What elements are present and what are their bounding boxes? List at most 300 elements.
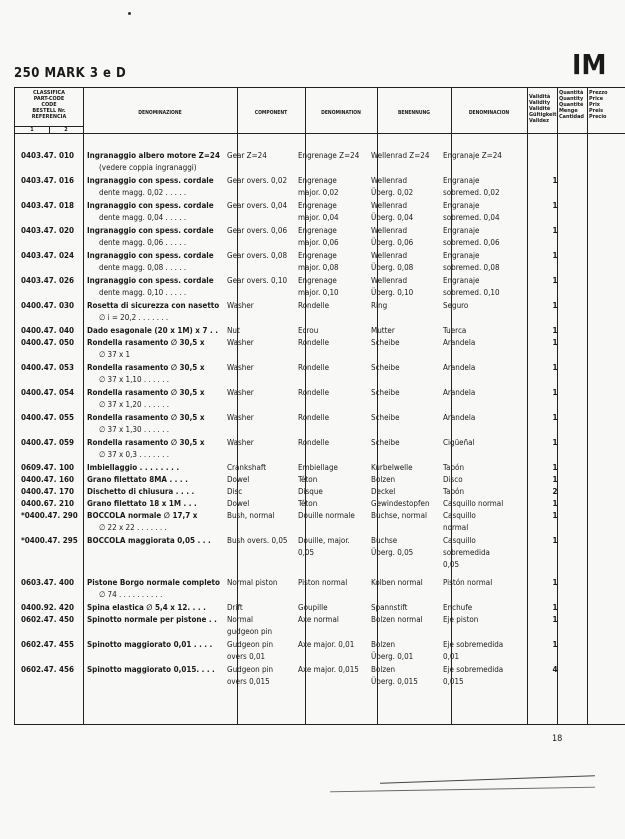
part-component [227,412,295,424]
part-denominazione [87,498,235,510]
part-denominacion-es-line: Arandela [443,363,476,372]
part-code: 0609.47. 100 [21,463,75,472]
part-denominacion-es-line: Eje piston [443,615,479,624]
part-denominacion-es [443,486,539,498]
part-denomination-fr [298,150,368,162]
part-denomination-fr-line: Douille normale [298,511,355,520]
part-component-line: Crankshaft [227,463,267,472]
part-benennung-de-line: Wellenrad [371,201,408,210]
part-denominacion-es-line: Engranaje [443,276,480,285]
part-denominazione-line: Rosetta di sicurezza con nasetto [87,301,220,310]
part-denomination-fr [298,498,368,510]
part-denomination-fr [298,250,368,274]
header-sub-2: 2 [64,127,68,133]
part-benennung-de-line: Scheibe [371,388,400,397]
table-row [15,150,615,175]
part-benennung-de-line: Überg. 0,05 [371,548,414,557]
part-benennung-de-line: Kolben normal [371,578,423,587]
part-benennung-de-line: Bolzen [371,665,396,674]
part-denominazione [87,150,235,174]
part-denominazione [87,250,235,274]
header-sub-1: 1 [30,127,34,133]
part-code: 0400.47. 053 [21,363,75,372]
part-quantity: 1 [552,388,558,397]
part-denominazione-line: Rondella rasamento ∅ 30,5 x [87,438,205,447]
part-benennung-de-line: Überg. 0,08 [371,263,414,272]
part-code: 0400.47. 054 [21,388,75,397]
part-denominazione-line: Grano filettato 18 x 1M . . . [87,499,197,508]
part-component [227,387,295,399]
table-row [15,614,615,639]
part-code: 0602.47. 455 [21,640,75,649]
part-denominazione-line: (vedere coppia ingranaggi) [99,163,197,172]
part-benennung-de-line: Mutter [371,326,395,335]
part-component [227,437,295,449]
part-quantity: 1 [552,511,558,520]
part-benennung-de-line: Überg. 0,015 [371,677,418,686]
part-denominazione-line: dente magg. 0,02 . . . . . [99,188,187,197]
part-denominazione [87,614,235,626]
part-component [227,486,295,498]
part-denominazione-line: Ingranaggio con spess. cordale [87,226,214,235]
part-denominazione-line: Spinotto maggiorato 0,01 . . . . [87,640,213,649]
part-denomination-fr [298,175,368,199]
parts-table [14,87,625,725]
part-code: 0403.47. 020 [21,226,75,235]
part-denomination-fr [298,614,368,626]
part-denomination-fr-line: 0,05 [298,548,315,557]
table-row [15,275,615,300]
part-quantity: 1 [552,338,558,347]
part-denominazione-line: ∅ 37 x 1,30 . . . . . . [99,425,169,434]
part-denominazione [87,362,235,386]
part-quantity: 1 [552,413,558,422]
part-code: 0400.47. 055 [21,413,75,422]
part-denominacion-es-line: sobremedida [443,548,490,557]
part-denominazione [87,275,235,299]
part-denomination-fr-line: Piston normal [298,578,348,587]
part-benennung-de-line: Scheibe [371,363,400,372]
part-benennung-de [371,510,439,522]
part-benennung-de [371,387,439,399]
part-denominazione [87,300,235,324]
part-denominazione-line: ∅ 74 . . . . . . . . . . [99,590,163,599]
part-denomination-fr [298,510,368,522]
part-denominazione [87,175,235,199]
header-quantita: Quantità Quantity Quantité Menge Cantidad [559,90,584,120]
part-denominazione-line: Ingranaggio albero motore Z=24 [87,151,220,160]
part-component-line: Gear Z=24 [227,151,267,160]
part-benennung-de [371,225,439,249]
part-denominacion-es [443,175,539,199]
table-row [15,362,615,387]
part-denominazione [87,225,235,249]
part-denominacion-es [443,325,539,337]
part-denominacion-es-line: Casquillo [443,511,476,520]
part-denominazione-line: ∅ 37 x 1,20 . . . . . . [99,400,169,409]
part-denomination-fr-line: Axe major. 0,015 [298,665,359,674]
part-quantity: 1 [552,301,558,310]
part-quantity: 1 [552,276,558,285]
table-row [15,437,615,462]
part-component-line: Normal [227,615,254,624]
part-component-line: Dowel [227,499,250,508]
part-benennung-de [371,175,439,199]
part-component-line: Bush, normal [227,511,275,520]
part-denominacion-es-line: Engranaje Z=24 [443,151,502,160]
part-denominacion-es [443,474,539,486]
part-denominacion-es-line: Arandela [443,338,476,347]
part-denominazione-line: Spinotto normale per pistone . . [87,615,217,624]
part-benennung-de-line: Wellenrad [371,176,408,185]
part-component [227,535,295,547]
part-denomination-fr-line: major. 0,08 [298,263,339,272]
part-benennung-de-line: Spannstift [371,603,408,612]
part-code: 0602.47. 456 [21,665,75,674]
part-benennung-de [371,150,439,162]
part-denominazione-line: Dado esagonale (20 x 1M) x 7 . . [87,326,218,335]
part-denominacion-es [443,412,539,424]
part-denominazione-line: Pistone Borgo normale completo [87,578,220,587]
part-denomination-fr [298,486,368,498]
part-denomination-fr-line: Disque [298,487,323,496]
part-denominacion-es-line: Engranaje [443,176,480,185]
part-benennung-de [371,275,439,299]
part-component [227,225,295,237]
part-component-line: Bush overs. 0,05 [227,536,288,545]
part-benennung-de [371,412,439,424]
part-component [227,639,295,663]
part-component-line: Washer [227,363,254,372]
part-quantity: 1 [552,615,558,624]
part-denominacion-es-line: sobremed. 0,08 [443,263,500,272]
part-benennung-de-line: Scheibe [371,338,400,347]
part-denominacion-es [443,462,539,474]
part-component [227,200,295,212]
part-denominacion-es-line: Cigüeñal [443,438,475,447]
part-denomination-fr-line: Téton [298,475,318,484]
part-benennung-de [371,337,439,349]
part-component-line: Washer [227,413,254,422]
part-benennung-de-line: Überg. 0,01 [371,652,414,661]
part-component-line: gudgeon pin [227,627,273,636]
part-denominazione-line: BOCCOLA maggiorata 0,05 . . . [87,536,211,545]
part-denomination-fr-line: Engrenage [298,276,337,285]
part-component-line: Gear overs. 0,10 [227,276,288,285]
part-component [227,577,295,589]
table-row [15,250,615,275]
part-denominacion-es [443,437,539,449]
part-denominazione-line: dente magg. 0,06 . . . . . [99,238,187,247]
table-row [15,387,615,412]
part-denominacion-es-line: Seguro [443,301,469,310]
part-denominacion-es-line: Enchufe [443,603,473,612]
part-denominazione-line: Dischetto di chiusura . . . . [87,487,195,496]
part-denomination-fr [298,362,368,374]
part-denomination-fr [298,225,368,249]
part-component-line: Drift [227,603,243,612]
part-denominazione-line: ∅ 37 x 0,3 . . . . . . . [99,450,169,459]
part-benennung-de [371,577,439,589]
part-component [227,664,295,688]
page-title: 250 MARK 3 e D [14,66,127,81]
part-denominacion-es-line: Arandela [443,413,476,422]
part-denominazione-line: ∅ 37 x 1 [99,350,131,359]
part-quantity: 1 [552,603,558,612]
part-code: *0400.47. 295 [21,536,78,545]
part-denomination-fr [298,387,368,399]
part-denominacion-es-line: Pistón normal [443,578,493,587]
part-component-line: Gear overs. 0,02 [227,176,288,185]
header-component: COMPONENT [254,110,288,116]
table-row [15,175,615,200]
part-quantity: 1 [552,201,558,210]
part-denominacion-es-line: Disco [443,475,463,484]
part-denomination-fr [298,474,368,486]
part-component [227,300,295,312]
part-benennung-de [371,200,439,224]
part-denominazione [87,200,235,224]
part-denominacion-es-line: sobremed. 0,10 [443,288,500,297]
part-denominacion-es [443,225,539,249]
part-denomination-fr-line: Rondelle [298,388,330,397]
part-denominacion-es-line: Eje sobremedida [443,665,504,674]
part-denomination-fr-line: Douille, major. [298,536,350,545]
part-denominazione [87,664,235,676]
part-denomination-fr-line: Embiellage [298,463,338,472]
part-denominazione-line: Ingranaggio con spess. cordale [87,176,214,185]
part-denomination-fr-line: Engrenage [298,201,337,210]
part-denominazione-line: Ingranaggio con spess. cordale [87,251,214,260]
part-denominacion-es-line: Tapón [443,463,465,472]
part-component-line: Disc [227,487,243,496]
part-denomination-fr [298,300,368,312]
part-benennung-de [371,300,439,312]
part-denomination-fr [298,275,368,299]
part-denominacion-es-line: normal [443,523,469,532]
part-denominacion-es [443,300,539,312]
part-denominazione-line: ∅ i = 20,2 . . . . . . . [99,313,169,322]
part-denominazione [87,474,235,486]
part-component [227,614,295,638]
part-denominacion-es [443,387,539,399]
part-component [227,362,295,374]
part-denominacion-es-line: Casquillo normal [443,499,504,508]
part-benennung-de-line: Ring [371,301,388,310]
part-denomination-fr-line: Téton [298,499,318,508]
part-benennung-de [371,462,439,474]
part-quantity: 1 [552,536,558,545]
part-component-line: Normal piston [227,578,278,587]
part-denominazione-line: Grano filettato 8MA . . . . [87,475,188,484]
part-code: 0602.47. 450 [21,615,75,624]
part-denominazione [87,437,235,461]
table-row [15,639,615,664]
part-denominacion-es [443,535,539,571]
part-denominazione [87,510,235,534]
part-component-line: Gear overs. 0,04 [227,201,288,210]
part-denominazione-line: Rondella rasamento ∅ 30,5 x [87,338,205,347]
part-component-line: Dowel [227,475,250,484]
part-quantity: 1 [552,475,558,484]
part-denominacion-es-line: Arandela [443,388,476,397]
part-denomination-fr-line: Rondelle [298,363,330,372]
part-quantity: 1 [552,326,558,335]
table-row [15,412,615,437]
part-benennung-de-line: Scheibe [371,438,400,447]
part-denominacion-es [443,498,539,510]
part-benennung-de [371,602,439,614]
part-denomination-fr-line: Axe major. 0,01 [298,640,355,649]
part-denomination-fr [298,577,368,589]
part-quantity: 1 [552,578,558,587]
part-code: 0403.47. 026 [21,276,75,285]
part-denominazione-line: Spina elastica ∅ 5,4 x 12. . . . [87,603,206,612]
part-quantity: 1 [552,251,558,260]
part-denomination-fr-line: Ecrou [298,326,319,335]
part-code: 0400.47. 059 [21,438,75,447]
part-quantity: 1 [552,499,558,508]
part-component-line: Washer [227,438,254,447]
part-denominacion-es-line: 0,05 [443,560,460,569]
part-denomination-fr [298,325,368,337]
part-denominacion-es-line: Tuerca [443,326,467,335]
part-denominazione-line: Ingranaggio con spess. cordale [87,276,214,285]
part-benennung-de-line: Wellenrad [371,226,408,235]
part-benennung-de [371,437,439,449]
part-denominazione [87,387,235,411]
part-denomination-fr-line: Engrenage Z=24 [298,151,360,160]
header-bottom-rule [15,133,625,134]
part-code: 0400.47. 160 [21,475,75,484]
part-denominazione [87,639,235,651]
part-component-line: Nut [227,326,240,335]
part-benennung-de-line: Überg. 0,06 [371,238,414,247]
part-component-line: Washer [227,338,254,347]
part-component [227,498,295,510]
table-row [15,337,615,362]
part-component [227,325,295,337]
part-component [227,175,295,187]
part-component-line: Gudgeon pin [227,640,274,649]
part-code: 0400.47. 040 [21,326,75,335]
part-component-line: Washer [227,388,254,397]
part-code: 0403.47. 018 [21,201,75,210]
header-denominazione: DENOMINAZIONE [138,110,182,116]
part-benennung-de-line: Bolzen [371,475,396,484]
part-component [227,337,295,349]
part-denomination-fr [298,602,368,614]
part-benennung-de [371,325,439,337]
part-denomination-fr [298,200,368,224]
scan-artifact [330,787,595,793]
part-denominacion-es [443,200,539,224]
part-benennung-de-line: Überg. 0,10 [371,288,414,297]
part-denominazione [87,535,235,547]
part-denominazione-line: ∅ 22 x 22 . . . . . . . [99,523,167,532]
header-benennung: BENENNUNG [398,110,430,116]
part-benennung-de-line: Wellenrad Z=24 [371,151,430,160]
part-component-line: overs 0,015 [227,677,270,686]
part-denominazione-line: dente magg. 0,10 . . . . . [99,288,187,297]
part-denomination-fr-line: Rondelle [298,438,330,447]
part-denominazione [87,337,235,361]
part-denomination-fr [298,412,368,424]
part-quantity: 1 [552,463,558,472]
part-component-line: Gear overs. 0,08 [227,251,288,260]
scan-artifact [380,775,595,784]
part-code: 0400.92. 420 [21,603,75,612]
part-denominacion-es-line: Eje sobremedida [443,640,504,649]
part-component-line: Gear overs. 0,06 [227,226,288,235]
part-benennung-de [371,498,439,510]
table-row [15,510,615,535]
part-denominacion-es-line: sobremed. 0,04 [443,213,500,222]
part-denominacion-es-line: 0,015 [443,677,464,686]
part-denominacion-es [443,510,539,534]
page-number: 18 [552,734,563,744]
part-component [227,275,295,287]
part-component [227,462,295,474]
part-denomination-fr-line: Engrenage [298,176,337,185]
part-component-line: Gudgeon pin [227,665,274,674]
part-denomination-fr [298,639,368,651]
part-denominacion-es-line: Casquillo [443,536,476,545]
part-component-line: overs 0,01 [227,652,266,661]
part-code: 0400.47. 030 [21,301,75,310]
header-classifica: CLASSIFICA PART-CODE CODE BESTELL Nr. REFERENCIA [31,90,67,120]
part-denominacion-es [443,664,539,688]
part-component [227,150,295,162]
part-denominazione [87,602,235,614]
part-denomination-fr-line: Goupille [298,603,328,612]
part-quantity: 1 [552,363,558,372]
part-denominacion-es-line: sobremed. 0,02 [443,188,500,197]
part-denominazione [87,325,235,337]
part-benennung-de-line: Gewindestopfen [371,499,430,508]
part-quantity: 1 [552,438,558,447]
part-denominazione-line: Rondella rasamento ∅ 30,5 x [87,363,205,372]
part-component-line: Washer [227,301,254,310]
table-row [15,225,615,250]
part-benennung-de-line: Wellenrad [371,276,408,285]
part-denominacion-es [443,577,539,589]
header-validita: Validità Validity Validité Gültigkeit Validez [529,94,557,124]
part-code: *0400.47. 290 [21,511,78,520]
part-benennung-de [371,250,439,274]
part-denomination-fr-line: Axe normal [298,615,339,624]
part-benennung-de-line: Wellenrad [371,251,408,260]
part-denominazione [87,412,235,436]
part-quantity: 1 [552,640,558,649]
part-denominacion-es-line: Engranaje [443,251,480,260]
part-denominacion-es-line: Tapón [443,487,465,496]
part-denominacion-es [443,362,539,374]
header-denominacion: DENOMINACION [468,110,510,116]
table-row [15,535,615,569]
part-denominacion-es [443,150,539,162]
part-denominacion-es [443,602,539,614]
part-denomination-fr-line: Rondelle [298,338,330,347]
section-code: IM [572,48,607,81]
table-row [15,300,615,325]
part-denominazione-line: Rondella rasamento ∅ 30,5 x [87,388,205,397]
part-benennung-de [371,639,439,663]
part-denomination-fr-line: major. 0,02 [298,188,339,197]
part-denomination-fr [298,664,368,676]
part-denominazione [87,577,235,601]
part-component [227,510,295,522]
